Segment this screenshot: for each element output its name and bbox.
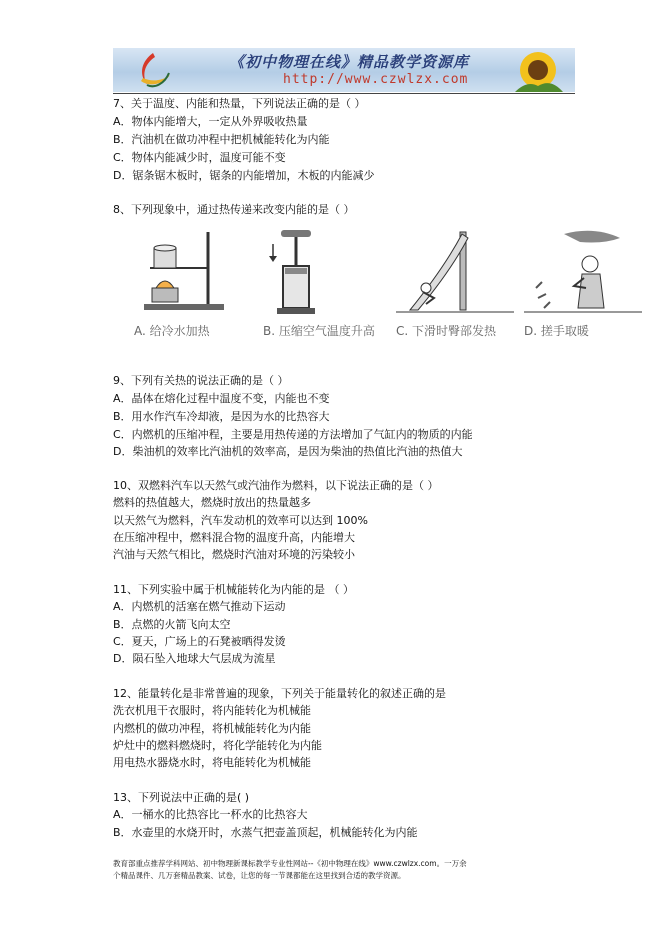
q11-option-b: B．点燃的火箭飞向太空 [113,618,231,631]
header-rule [113,93,575,94]
heating-water-icon [134,228,252,318]
q7-option-d: D．锯条锯木板时，锯条的内能增加，木板的内能减少 [113,169,375,182]
q10-stem: 10、双燃料汽车以天然气或汽油作为燃料，以下说法正确的是（ ） [113,479,439,492]
q11-option-c: C．夏天，广场上的石凳被晒得发烫 [113,635,286,648]
rubbing-hands-icon [524,228,642,318]
q7-stem: 7、关于温度、内能和热量，下列说法正确的是（ ） [113,97,366,110]
q8-caption-a: A. 给冷水加热 [134,324,210,338]
q12-option-4: 用电热水器烧水时，将电能转化为机械能 [113,756,311,769]
q9-option-a: A．晶体在熔化过程中温度不变，内能也不变 [113,392,330,405]
q8-figure-c [396,228,514,346]
q8-caption-d: D. 搓手取暖 [524,324,589,338]
q10-option-4: 汽油与天然气相比，燃烧时汽油对环境的污染较小 [113,548,355,561]
q9-option-b: B．用水作汽车冷却液，是因为水的比热容大 [113,410,330,423]
q9-option-c: C．内燃机的压缩冲程，主要是用热传递的方法增加了气缸内的物质的内能 [113,428,473,441]
page-footer [113,858,583,882]
sunflower-icon [507,50,569,92]
q8-figure-d [524,228,642,346]
q13-option-a: A．一桶水的比热容比一杯水的比热容大 [113,808,308,821]
q9-stem: 9、下列有关热的说法正确的是（ ） [113,374,289,387]
q8-figures [134,228,642,346]
q7-option-b: B．汽油机在做功冲程中把机械能转化为内能 [113,133,330,146]
q7-option-a: A．物体内能增大，一定从外界吸收热量 [113,115,308,128]
q10-option-1: 燃料的热值越大，燃烧时放出的热量越多 [113,496,311,509]
q8-figure-a [134,228,252,346]
q12-stem: 12、能量转化是非常普遍的现象，下列关于能量转化的叙述正确的是 [113,687,446,700]
site-logo-icon [133,51,173,89]
q12-option-1: 洗衣机甩干衣服时，将内能转化为机械能 [113,704,311,717]
q13-option-b: B．水壶里的水烧开时，水蒸气把壶盖顶起，机械能转化为内能 [113,826,418,839]
q13-stem: 13、下列说法中正确的是( ) [113,791,250,804]
q11-option-d: D．陨石坠入地球大气层成为流星 [113,652,276,665]
q12-option-2: 内燃机的做功冲程，将机械能转化为内能 [113,722,311,735]
q12-option-3: 炉灶中的燃料燃烧时，将化学能转化为内能 [113,739,322,752]
q10-option-2: 以天然气为燃料，汽车发动机的效率可以达到 100% [113,514,368,527]
q8-figure-b [263,228,381,346]
q8-stem: 8、下列现象中，通过热传递来改变内能的是（ ） [113,203,355,216]
q11-stem: 11、下列实验中属于机械能转化为内能的是 （ ） [113,583,354,596]
q10-option-3: 在压缩冲程中，燃料混合物的温度升高，内能增大 [113,531,355,544]
slide-icon [396,228,514,318]
footer-line-1: 教育部重点推荐学科网站、初中物理新课标教学专业性网站--《初中物理在线》www.czwlzx.com。一万余 [113,859,467,868]
q8-caption-b: B. 压缩空气温度升高 [263,324,375,338]
banner-title: 《初中物理在线》精品教学资源库 [229,53,470,71]
q9-option-d: D．柴油机的效率比汽油机的效率高，是因为柴油的热值比汽油的热值大 [113,445,463,458]
banner-url[interactable]: http://www.czwlzx.com [283,72,469,87]
q7-option-c: C．物体内能减少时，温度可能不变 [113,151,286,164]
footer-line-2: 个精品课件、几万套精品教案、试卷，让您的每一节课都能在这里找到合适的教学资源。 [113,871,406,880]
air-pump-icon [263,228,381,318]
q11-option-a: A．内燃机的活塞在燃气推动下运动 [113,600,286,613]
header-banner [113,48,575,92]
q8-caption-c: C. 下滑时臀部发热 [396,324,497,338]
